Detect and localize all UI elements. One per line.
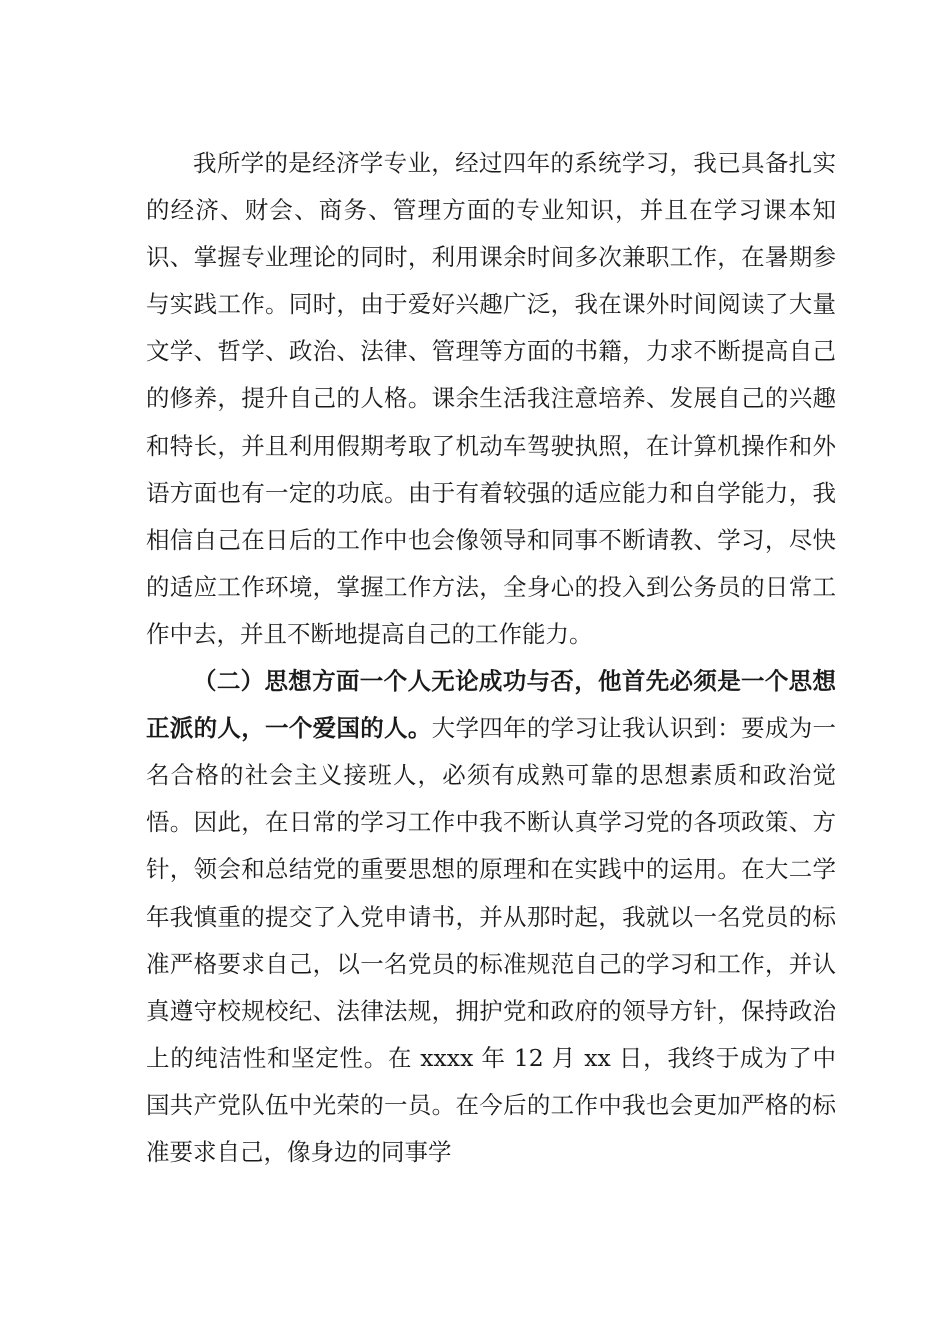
body-text	[146, 140, 836, 1176]
paragraph-ideology-heading: （二）思想方面一个人无论成功与否，他首先必须是一个思想正派的人，一个爱国的人。	[146, 667, 836, 743]
paragraph-ideology	[146, 658, 836, 1176]
paragraph-study	[146, 140, 836, 658]
paragraph-study-text: 我所学的是经济学专业，经过四年的系统学习，我已具备扎实的经济、财会、商务、管理方面的专业知识，并且在学习课本知识、掌握专业理论的同时，利用课余时间多次兼职工作，在暑期参与实践工作。同时，由于爱好兴趣广泛，我在课外时间阅读了大量文学、哲学、政治、法律、管理等方面的书籍，力求不断提高自己的修养，提升自己的人格。课余生活我注意培养、发展自己的兴趣和特长，并且利用假期考取了机动车驾驶执照，在计算机操作和外语方面也有一定的功底。由于有着较强的适应能力和自学能力，我相信自己在日后的工作中也会像领导和同事不断请教、学习，尽快的适应工作环境，掌握工作方法，全身心的投入到公务员的日常工作中去，并且不断地提高自己的工作能力。	[146, 149, 836, 648]
paragraph-ideology-text: 大学四年的学习让我认识到：要成为一名合格的社会主义接班人，必须有成熟可靠的思想素质和政治觉悟。因此，在日常的学习工作中我不断认真学习党的各项政策、方针，领会和总结党的重要思想的原理和在实践中的运用。在大二学年我慎重的提交了入党申请书，并从那时起，我就以一名党员的标准严格要求自己，以一名党员的标准规范自己的学习和工作，并认真遵守校规校纪、法律法规，拥护党和政府的领导方针，保持政治上的纯洁性和坚定性。在 xxxx 年 12 月 xx 日，我终于成为了中国共产党队伍中光荣的一员。在今后的工作中我也会更加严格的标准要求自己，像身边的同事学	[146, 714, 837, 1166]
